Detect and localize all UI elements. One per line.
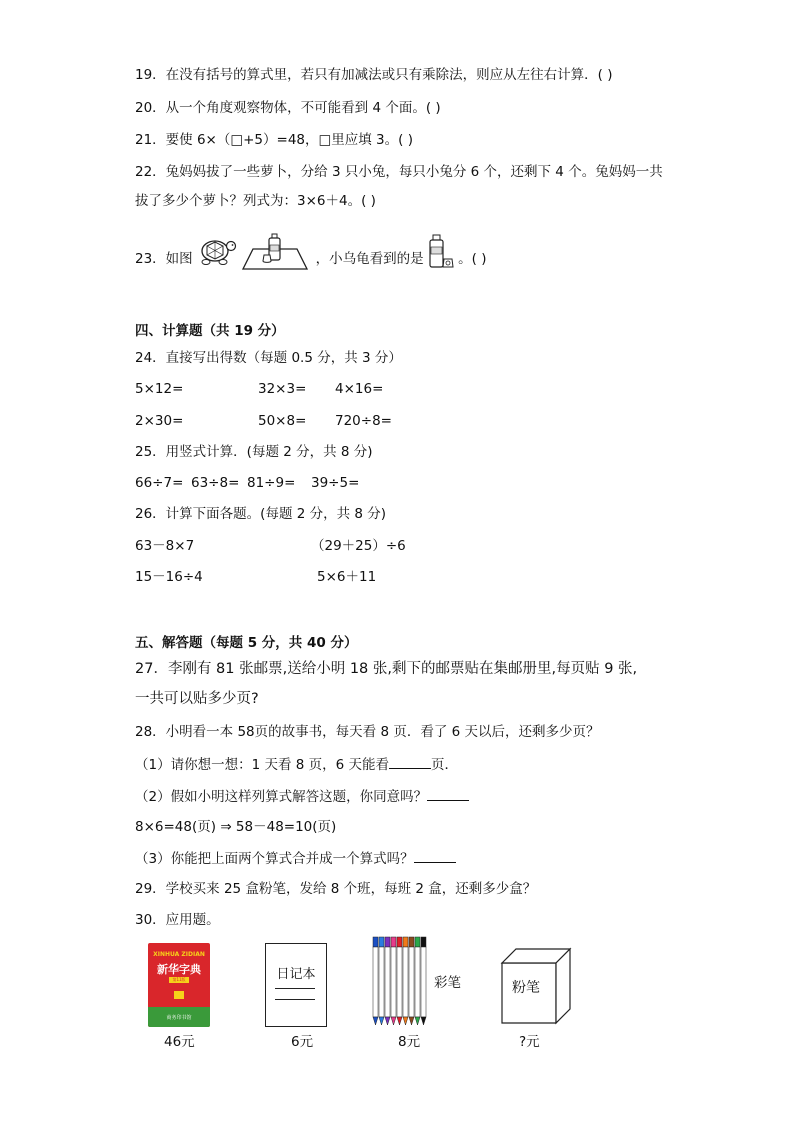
bottle-and-cup-view-icon (428, 233, 454, 285)
question-27-line1: 27．李刚有 81 张邮票,送给小明 18 张,剩下的邮票贴在集邮册里,每页贴 9 张, (135, 661, 638, 677)
turtle-icon (197, 234, 237, 284)
dictionary-image: XINHUA ZIDIAN 新华字典 第11版 商务印书馆 (148, 943, 210, 1027)
implies-arrow: ⇒ (220, 819, 232, 835)
section-5-title: 五、解答题（每题 5 分，共 40 分） (135, 635, 358, 651)
question-24: 24．直接写出得数（每题 0.5 分，共 3 分） (135, 350, 402, 366)
colored-pens-image (370, 935, 436, 1031)
answer-blank[interactable] (427, 787, 469, 801)
q24-item: 5×12= (135, 381, 184, 397)
question-27-line2: 一共可以贴多少页? (135, 691, 259, 707)
q26-item: 5×6＋11 (317, 569, 377, 585)
notebook-line (275, 999, 315, 1000)
q26-item: 63－8×7 (135, 538, 195, 554)
chalk-box-label: 粉笔 (512, 980, 540, 996)
dictionary-price: 46元 (164, 1034, 195, 1050)
question-30: 30．应用题。 (135, 912, 220, 928)
question-20: 20．从一个角度观察物体，不可能看到 4 个面。( ) (135, 100, 441, 116)
q24-item: 720÷8= (335, 413, 392, 429)
q24-item: 50×8= (258, 413, 307, 429)
colored-pens-label: 彩笔 (434, 975, 461, 991)
question-23: 23．如图 ，小乌龟看到的是 。( ) (135, 231, 487, 287)
question-22-line1: 22．兔妈妈拔了一些萝卜，分给 3 只小兔，每只小兔分 6 个，还剩下 4 个。兔妈妈一共 (135, 164, 663, 180)
dictionary-emblem (174, 991, 184, 999)
q26-item: 15－16÷4 (135, 569, 203, 585)
notebook-line (275, 988, 315, 989)
q24-item: 2×30= (135, 413, 184, 429)
question-22-line2: 拔了多少个萝卜？列式为：3×6＋4。( ) (135, 193, 376, 209)
question-28: 28．小明看一本 58页的故事书，每天看 8 页．看了 6 天以后，还剩多少页？ (135, 724, 600, 740)
q24-item: 4×16= (335, 381, 384, 397)
question-19: 19．在没有括号的算式里，若只有加减法或只有乘除法，则应从左往右计算．( ) (135, 67, 613, 83)
answer-blank[interactable] (414, 849, 456, 863)
question-28-part2: （2）假如小明这样列算式解答这题，你同意吗？ (135, 787, 469, 806)
q25-item: 39÷5= (311, 475, 360, 491)
question-29: 29．学校买来 25 盒粉笔，发给 8 个班，每班 2 盒，还剩多少盒？ (135, 881, 537, 897)
question-26: 26．计算下面各题。(每题 2 分，共 8 分) (135, 506, 387, 522)
answer-blank[interactable] (389, 755, 431, 769)
diary-notebook-image: 日记本 (265, 943, 327, 1027)
colored-pens-price: 8元 (398, 1034, 421, 1050)
section-4-title: 四、计算题（共 19 分） (135, 323, 285, 339)
question-25: 25．用竖式计算．(每题 2 分，共 8 分) (135, 444, 373, 460)
question-28-equation: 8×6=48(页) ⇒ 58－48=10(页) (135, 819, 337, 835)
table-with-bottle-and-cup-icon (241, 231, 311, 287)
chalk-box-price: ?元 (519, 1034, 540, 1050)
q24-item: 32×3= (258, 381, 307, 397)
q25-item: 63÷8= (191, 475, 240, 491)
q25-item: 66÷7= (135, 475, 184, 491)
question-28-part3: （3）你能把上面两个算式合并成一个算式吗？ (135, 849, 456, 868)
question-28-part1: （1）请你想一想：1 天看 8 页，6 天能看 页． (135, 757, 459, 773)
question-21: 21．要使 6×（□+5）=48，□里应填 3。( ) (135, 132, 413, 148)
diary-price: 6元 (291, 1034, 314, 1050)
q26-item: （29＋25）÷6 (311, 538, 406, 554)
q25-item: 81÷9= (247, 475, 296, 491)
